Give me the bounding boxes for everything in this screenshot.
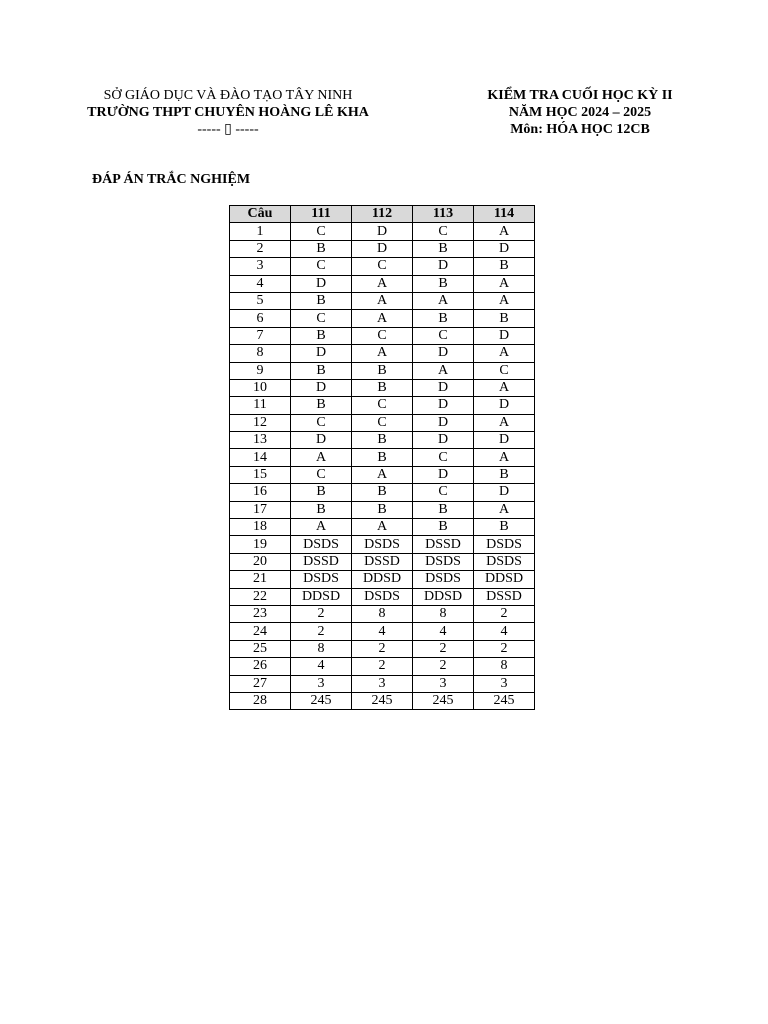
question-number-cell: 9	[230, 362, 291, 379]
answer-cell: DSDS	[413, 571, 474, 588]
table-row	[230, 692, 535, 709]
answer-cell: B	[413, 275, 474, 292]
table-row	[230, 258, 535, 275]
answer-cell: D	[413, 414, 474, 431]
answer-cell: B	[413, 240, 474, 257]
column-header-code-114: 114	[474, 206, 535, 223]
answer-cell: A	[291, 519, 352, 536]
answer-cell: 8	[413, 605, 474, 622]
table-row	[230, 536, 535, 553]
question-number-cell: 28	[230, 692, 291, 709]
question-number-cell: 2	[230, 240, 291, 257]
answer-cell: 4	[474, 623, 535, 640]
answer-cell: B	[352, 449, 413, 466]
table-header-row	[230, 206, 535, 223]
table-row	[230, 275, 535, 292]
question-number-cell: 3	[230, 258, 291, 275]
answer-cell: B	[352, 501, 413, 518]
answer-cell: A	[474, 414, 535, 431]
answer-cell: DSSD	[352, 553, 413, 570]
exam-title: KIỂM TRA CUỐI HỌC KỲ II	[487, 88, 673, 103]
table-row	[230, 501, 535, 518]
answer-cell: B	[474, 466, 535, 483]
answer-cell: D	[291, 379, 352, 396]
answer-cell: D	[413, 345, 474, 362]
table-row	[230, 623, 535, 640]
question-number-cell: 14	[230, 449, 291, 466]
answer-cell: A	[352, 466, 413, 483]
answer-cell: 2	[413, 658, 474, 675]
answer-cell: 3	[413, 675, 474, 692]
answer-cell: C	[413, 449, 474, 466]
school-year: NĂM HỌC 2024 – 2025	[508, 105, 652, 120]
answer-cell: 2	[291, 623, 352, 640]
answer-cell: D	[474, 240, 535, 257]
answer-cell: D	[413, 466, 474, 483]
answer-cell: 4	[352, 623, 413, 640]
question-number-cell: 22	[230, 588, 291, 605]
answer-cell: B	[291, 327, 352, 344]
answer-cell: D	[413, 432, 474, 449]
answer-cell: DSDS	[352, 588, 413, 605]
answer-cell: 245	[413, 692, 474, 709]
answer-cell: A	[474, 275, 535, 292]
question-number-cell: 17	[230, 501, 291, 518]
answer-cell: B	[352, 432, 413, 449]
answer-cell: DSDS	[291, 571, 352, 588]
column-header-code-113: 113	[413, 206, 474, 223]
answer-cell: D	[413, 379, 474, 396]
table-row	[230, 362, 535, 379]
answer-cell: D	[474, 327, 535, 344]
answer-cell: DSDS	[474, 536, 535, 553]
answer-cell: A	[413, 292, 474, 309]
column-header-code-112: 112	[352, 206, 413, 223]
answer-cell: DSSD	[291, 553, 352, 570]
table-row	[230, 658, 535, 675]
answer-cell: B	[352, 484, 413, 501]
question-number-cell: 21	[230, 571, 291, 588]
question-number-cell: 7	[230, 327, 291, 344]
answer-cell: 2	[352, 640, 413, 657]
answer-cell: D	[291, 275, 352, 292]
question-number-cell: 19	[230, 536, 291, 553]
answer-cell: A	[474, 379, 535, 396]
answer-cell: C	[474, 362, 535, 379]
answer-cell: 3	[352, 675, 413, 692]
answer-cell: B	[352, 379, 413, 396]
answer-cell: C	[352, 258, 413, 275]
answer-cell: DSDS	[474, 553, 535, 570]
table-row	[230, 240, 535, 257]
table-row	[230, 397, 535, 414]
answer-cell: 245	[352, 692, 413, 709]
answer-cell: DSSD	[413, 536, 474, 553]
table-row	[230, 605, 535, 622]
question-number-cell: 24	[230, 623, 291, 640]
answer-cell: 2	[474, 640, 535, 657]
answer-cell: A	[474, 501, 535, 518]
answer-cell: 4	[413, 623, 474, 640]
answer-cell: C	[413, 484, 474, 501]
answer-cell: C	[291, 223, 352, 240]
table-row	[230, 345, 535, 362]
answer-cell: A	[474, 449, 535, 466]
question-number-cell: 1	[230, 223, 291, 240]
school-name: TRƯỜNG THPT CHUYÊN HOÀNG LÊ KHA	[87, 105, 369, 120]
table-row	[230, 466, 535, 483]
answer-cell: A	[352, 345, 413, 362]
answer-cell: DSSD	[474, 588, 535, 605]
answer-cell: 245	[474, 692, 535, 709]
answer-cell: D	[413, 397, 474, 414]
answer-cell: B	[474, 310, 535, 327]
answer-cell: B	[291, 292, 352, 309]
answer-cell: 2	[291, 605, 352, 622]
section-title: ĐÁP ÁN TRẮC NGHIỆM	[92, 172, 251, 187]
answer-cell: 8	[474, 658, 535, 675]
question-number-cell: 18	[230, 519, 291, 536]
table-row	[230, 379, 535, 396]
question-number-cell: 11	[230, 397, 291, 414]
table-row	[230, 327, 535, 344]
answer-cell: A	[474, 345, 535, 362]
answer-cell: DDSD	[291, 588, 352, 605]
answer-cell: A	[352, 292, 413, 309]
answer-cell: DSDS	[352, 536, 413, 553]
answer-key-table	[229, 205, 535, 710]
question-number-cell: 6	[230, 310, 291, 327]
answer-cell: B	[474, 258, 535, 275]
answer-cell: D	[352, 223, 413, 240]
answer-cell: C	[291, 466, 352, 483]
column-header-question: Câu	[230, 206, 291, 223]
answer-cell: 8	[352, 605, 413, 622]
answer-cell: A	[291, 449, 352, 466]
question-number-cell: 5	[230, 292, 291, 309]
question-number-cell: 23	[230, 605, 291, 622]
answer-cell: D	[474, 397, 535, 414]
table-row	[230, 519, 535, 536]
answer-cell: B	[413, 310, 474, 327]
answer-cell: D	[291, 432, 352, 449]
answer-cell: D	[474, 484, 535, 501]
question-number-cell: 8	[230, 345, 291, 362]
table-row	[230, 640, 535, 657]
answer-cell: 3	[291, 675, 352, 692]
answer-cell: 8	[291, 640, 352, 657]
answer-cell: DSDS	[291, 536, 352, 553]
table-row	[230, 484, 535, 501]
column-header-code-111: 111	[291, 206, 352, 223]
answer-cell: D	[352, 240, 413, 257]
table-row	[230, 310, 535, 327]
answer-cell: C	[352, 327, 413, 344]
answer-cell: A	[413, 362, 474, 379]
answer-cell: D	[413, 258, 474, 275]
table-row	[230, 588, 535, 605]
question-number-cell: 4	[230, 275, 291, 292]
answer-cell: B	[291, 501, 352, 518]
answer-cell: DDSD	[474, 571, 535, 588]
question-number-cell: 25	[230, 640, 291, 657]
question-number-cell: 26	[230, 658, 291, 675]
answer-cell: A	[474, 292, 535, 309]
answer-cell: 2	[352, 658, 413, 675]
table-row	[230, 449, 535, 466]
question-number-cell: 15	[230, 466, 291, 483]
answer-cell: 4	[291, 658, 352, 675]
question-number-cell: 10	[230, 379, 291, 396]
answer-cell: B	[291, 397, 352, 414]
question-number-cell: 16	[230, 484, 291, 501]
answer-cell: DSDS	[413, 553, 474, 570]
answer-cell: 2	[413, 640, 474, 657]
answer-cell: B	[291, 362, 352, 379]
answer-cell: A	[474, 223, 535, 240]
answer-cell: B	[413, 519, 474, 536]
answer-cell: A	[352, 519, 413, 536]
table-row	[230, 292, 535, 309]
header-separator: ----- ▯ -----	[197, 122, 259, 137]
answer-cell: C	[352, 414, 413, 431]
header-left	[58, 87, 398, 138]
answer-cell: DDSD	[413, 588, 474, 605]
answer-cell: DDSD	[352, 571, 413, 588]
department-name: SỞ GIÁO DỤC VÀ ĐÀO TẠO TÂY NINH	[103, 88, 353, 103]
answer-cell: B	[352, 362, 413, 379]
answer-cell: C	[291, 258, 352, 275]
question-number-cell: 20	[230, 553, 291, 570]
header-right	[460, 87, 700, 138]
answer-cell: B	[291, 484, 352, 501]
table-row	[230, 432, 535, 449]
answer-cell: C	[291, 310, 352, 327]
answer-cell: C	[413, 223, 474, 240]
answer-cell: B	[413, 501, 474, 518]
table-body	[230, 223, 535, 710]
table-row	[230, 223, 535, 240]
question-number-cell: 27	[230, 675, 291, 692]
answer-cell: 3	[474, 675, 535, 692]
answer-cell: B	[291, 240, 352, 257]
table-row	[230, 414, 535, 431]
answer-cell: C	[352, 397, 413, 414]
answer-cell: D	[291, 345, 352, 362]
table-row	[230, 571, 535, 588]
table-row	[230, 553, 535, 570]
answer-cell: A	[352, 275, 413, 292]
question-number-cell: 12	[230, 414, 291, 431]
answer-cell: 2	[474, 605, 535, 622]
answer-cell: A	[352, 310, 413, 327]
question-number-cell: 13	[230, 432, 291, 449]
answer-cell: B	[474, 519, 535, 536]
answer-cell: 245	[291, 692, 352, 709]
answer-cell: C	[413, 327, 474, 344]
subject: Môn: HÓA HỌC 12CB	[510, 122, 650, 137]
answer-cell: D	[474, 432, 535, 449]
answer-cell: C	[291, 414, 352, 431]
table-row	[230, 675, 535, 692]
